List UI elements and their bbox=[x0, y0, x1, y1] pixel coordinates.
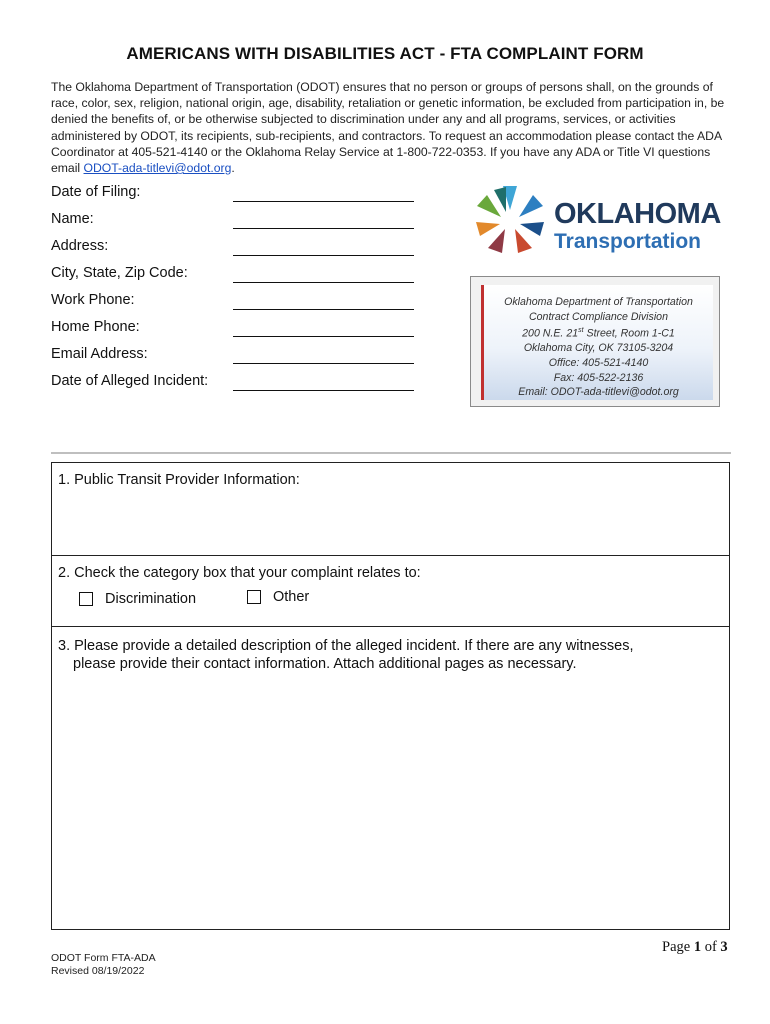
contact-fields bbox=[51, 184, 421, 400]
star-emblem-icon bbox=[472, 182, 548, 258]
intro-end: . bbox=[231, 161, 235, 176]
field-date-of-filing bbox=[51, 184, 421, 211]
work-phone-input[interactable] bbox=[233, 309, 414, 310]
section-3-line-2: please provide their contact information. Attach additional pages as necessary. bbox=[73, 656, 577, 672]
field-label: Date of Filing: bbox=[51, 184, 141, 200]
field-date-of-incident bbox=[51, 373, 421, 400]
other-label: Other bbox=[273, 589, 310, 605]
section-1-label: 1. Public Transit Provider Information: bbox=[58, 472, 300, 488]
email-link[interactable]: ODOT-ada-titlevi@odot.org bbox=[83, 161, 232, 176]
field-address bbox=[51, 238, 421, 265]
form-title: AMERICANS WITH DISABILITIES ACT - FTA COMPLAINT FORM bbox=[126, 44, 644, 63]
address-line: Contract Compliance Division bbox=[529, 310, 668, 323]
section-description[interactable] bbox=[52, 627, 729, 929]
date-of-incident-input[interactable] bbox=[233, 390, 414, 391]
field-label: Home Phone: bbox=[51, 319, 140, 335]
address-text bbox=[484, 295, 713, 400]
other-checkbox[interactable] bbox=[247, 590, 261, 604]
footer-revised: Revised 08/19/2022 bbox=[51, 965, 145, 977]
section-3-line-1: 3. Please provide a detailed description of the alleged incident. If there are any witnesses, bbox=[58, 638, 634, 654]
odot-logo bbox=[470, 180, 730, 260]
field-name bbox=[51, 211, 421, 238]
intro-text: The Oklahoma Department of Transportation (ODOT) ensures that no person or groups of persons shall, on the grounds of race, color, sex, religion, national origin, age, disability, retaliation or genetic information, be excluded from participation in, be denied the benefits of, or be otherwise subjected to discrimination under any and all programs, services, or activities administered by ODOT, its recipients, sub-recipients, and contractors. To request an accommodation please contact the ADA Coordinator at 405-521-4140 or the Oklahoma Relay Service at 1-800-722-0353. If you have any ADA or Title VI questions email bbox=[51, 80, 725, 176]
address-line: Oklahoma City, OK 73105-3204 bbox=[523, 342, 674, 355]
address-line: Office: 405-521-4140 bbox=[548, 356, 649, 369]
field-label: Name: bbox=[51, 211, 94, 227]
logo-wordmark-oklahoma: OKLAHOMA bbox=[554, 198, 721, 230]
section-transit-provider[interactable] bbox=[52, 463, 729, 556]
page-number: Page 1 of 3 bbox=[662, 939, 728, 955]
field-work-phone bbox=[51, 292, 421, 319]
intro-paragraph bbox=[51, 79, 731, 176]
address-card-panel bbox=[481, 285, 713, 400]
footer-form-id: ODOT Form FTA-ADA bbox=[51, 952, 156, 964]
field-email-address bbox=[51, 346, 421, 373]
field-city-state-zip bbox=[51, 265, 421, 292]
logo-wordmark-transportation: Transportation bbox=[554, 230, 702, 253]
section-3-label bbox=[58, 637, 718, 673]
name-input[interactable] bbox=[233, 228, 414, 229]
divider bbox=[51, 452, 731, 454]
address-line: Oklahoma Department of Transportation bbox=[504, 296, 693, 308]
address-card bbox=[470, 276, 720, 407]
discrimination-label: Discrimination bbox=[105, 591, 197, 607]
field-label: City, State, Zip Code: bbox=[51, 265, 188, 281]
home-phone-input[interactable] bbox=[233, 336, 414, 337]
discrimination-option[interactable] bbox=[79, 591, 196, 607]
address-input[interactable] bbox=[233, 255, 414, 256]
form-footer bbox=[51, 952, 156, 978]
city-state-zip-input[interactable] bbox=[233, 282, 414, 283]
address-line: Fax: 405-522-2136 bbox=[553, 371, 644, 384]
date-of-filing-input[interactable] bbox=[233, 201, 414, 202]
field-label: Work Phone: bbox=[51, 292, 135, 308]
complaint-box bbox=[51, 462, 730, 930]
field-home-phone bbox=[51, 319, 421, 346]
section-2-label: 2. Check the category box that your complaint relates to: bbox=[58, 565, 421, 581]
discrimination-checkbox[interactable] bbox=[79, 592, 93, 606]
field-label: Date of Alleged Incident: bbox=[51, 373, 209, 389]
star-petals bbox=[476, 186, 544, 253]
field-label: Address: bbox=[51, 238, 109, 254]
email-address-input[interactable] bbox=[233, 363, 414, 364]
other-option[interactable] bbox=[247, 589, 309, 605]
section-category bbox=[52, 556, 729, 627]
address-line-street: 200 N.E. 21st Street, Room 1-C1 bbox=[522, 327, 675, 340]
address-line: Email: ODOT-ada-titlevi@odot.org bbox=[518, 386, 679, 399]
field-label: Email Address: bbox=[51, 346, 148, 362]
